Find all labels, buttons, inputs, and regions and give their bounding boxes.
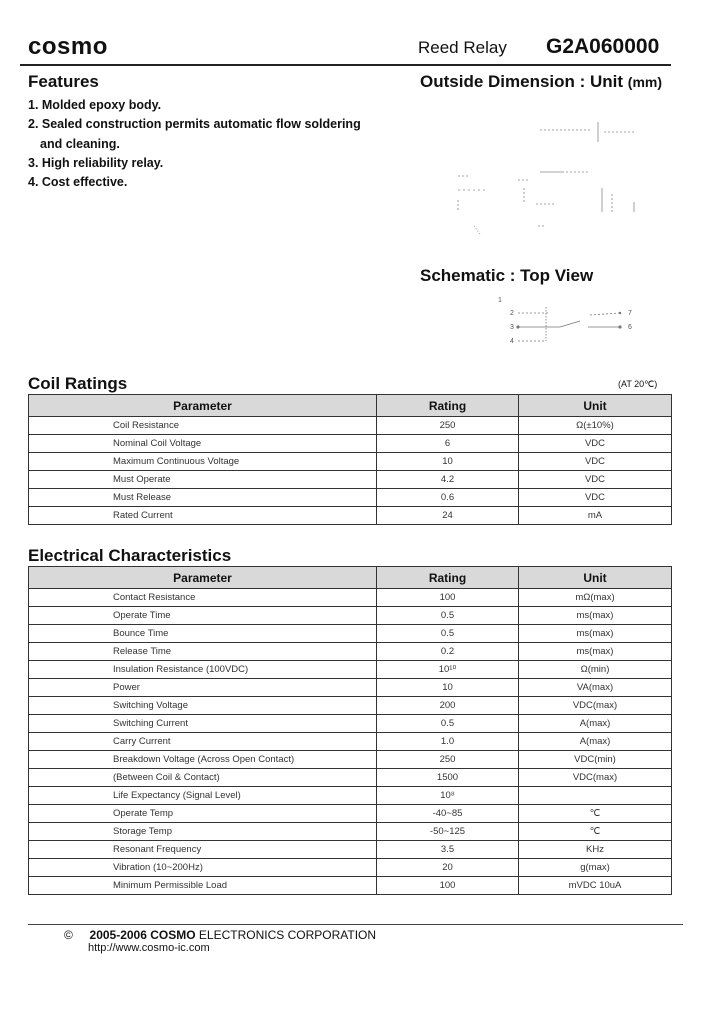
table-row [29, 607, 672, 625]
footer-url: http://www.cosmo-ic.com [88, 942, 210, 954]
column-header-parameter: Parameter [29, 395, 377, 417]
cell-unit: mΩ(max) [519, 589, 672, 607]
schematic-pin-label: 6 [628, 324, 632, 331]
cell-parameter: Bounce Time [29, 625, 377, 643]
table-header-row [29, 395, 672, 417]
cell-parameter: Resonant Frequency [29, 841, 377, 859]
cell-parameter: Contact Resistance [29, 589, 377, 607]
cell-unit: A(max) [519, 715, 672, 733]
table-row [29, 589, 672, 607]
column-header-unit: Unit [519, 567, 672, 589]
cell-parameter: Minimum Permissible Load [29, 877, 377, 895]
coil-ratings-note: (AT 20℃) [618, 379, 658, 389]
schematic-pin-label: 3 [510, 324, 514, 331]
cell-unit: ℃ [519, 823, 672, 841]
cell-rating: 10 [377, 679, 519, 697]
table-row [29, 733, 672, 751]
cell-rating: 3.5 [377, 841, 519, 859]
feature-item: 2. Sealed construction permits automatic flow soldering and cleaning. [28, 117, 361, 151]
features-list [28, 96, 368, 192]
dimension-drawing [440, 108, 670, 248]
cell-rating: 1500 [377, 769, 519, 787]
schematic-title: Schematic : Top View [420, 266, 594, 285]
cell-unit: A(max) [519, 733, 672, 751]
footer-divider [28, 924, 683, 925]
feature-item: 4. Cost effective. [28, 175, 128, 190]
cell-parameter: Maximum Continuous Voltage [29, 453, 377, 471]
cell-rating: 250 [377, 417, 519, 435]
table-row [29, 697, 672, 715]
cell-parameter: Storage Temp [29, 823, 377, 841]
cell-parameter: Operate Temp [29, 805, 377, 823]
cell-parameter: Release Time [29, 643, 377, 661]
header-divider [20, 64, 671, 66]
cell-rating: 0.5 [377, 625, 519, 643]
table-row [29, 859, 672, 877]
cell-rating: 20 [377, 859, 519, 877]
part-number: G2A060000 [546, 35, 660, 58]
cell-parameter: (Between Coil & Contact) [29, 769, 377, 787]
electrical-characteristics-table [28, 566, 672, 895]
table-row [29, 787, 672, 805]
cell-rating: 250 [377, 751, 519, 769]
outside-dimension-unit: (mm) [627, 74, 663, 90]
column-header-unit: Unit [519, 395, 672, 417]
cell-parameter: Operate Time [29, 607, 377, 625]
table-row [29, 715, 672, 733]
cell-rating: 200 [377, 697, 519, 715]
cell-rating: 0.5 [377, 607, 519, 625]
footer-copyright [64, 928, 376, 942]
cell-parameter: Switching Current [29, 715, 377, 733]
cell-rating: 10¹⁰ [377, 661, 519, 679]
cell-parameter: Must Release [29, 489, 377, 507]
cell-unit: ms(max) [519, 643, 672, 661]
table-row [29, 661, 672, 679]
feature-item: 1. Molded epoxy body. [28, 98, 162, 112]
cell-unit: VDC(max) [519, 697, 672, 715]
cell-unit: mVDC 10uA [519, 877, 672, 895]
cell-parameter: Switching Voltage [29, 697, 377, 715]
schematic-pin-label: 7 [628, 310, 632, 317]
cell-unit: g(max) [519, 859, 672, 877]
table-header-row [29, 567, 672, 589]
table-row [29, 489, 672, 507]
feature-item: 3. High reliability relay. [28, 155, 164, 170]
cell-rating: 6 [377, 435, 519, 453]
schematic-drawing [480, 293, 660, 349]
table-row [29, 805, 672, 823]
features-title: Features [28, 72, 99, 91]
table-row [29, 643, 672, 661]
cell-unit: Ω(min) [519, 661, 672, 679]
cell-rating: 10⁸ [377, 787, 519, 805]
copyright-symbol: © [64, 928, 73, 942]
table-row [29, 769, 672, 787]
cell-parameter: Breakdown Voltage (Across Open Contact) [29, 751, 377, 769]
cell-unit: VA(max) [519, 679, 672, 697]
cell-parameter: Rated Current [29, 507, 377, 525]
cell-parameter: Coil Resistance [29, 417, 377, 435]
cell-unit: mA [519, 507, 672, 525]
table-row [29, 877, 672, 895]
cell-parameter: Power [29, 679, 377, 697]
copyright-years: 2005-2006 [89, 928, 147, 942]
table-row [29, 471, 672, 489]
cell-rating: 1.0 [377, 733, 519, 751]
table-row [29, 453, 672, 471]
table-row [29, 435, 672, 453]
coil-ratings-title: Coil Ratings [28, 374, 128, 393]
table-row [29, 417, 672, 435]
cell-rating: -50~125 [377, 823, 519, 841]
cell-rating: 0.5 [377, 715, 519, 733]
cell-rating: -40~85 [377, 805, 519, 823]
brand-logo: cosmo [28, 33, 108, 60]
cell-rating: 0.2 [377, 643, 519, 661]
cell-unit [519, 787, 672, 805]
cell-unit: VDC [519, 471, 672, 489]
table-row [29, 679, 672, 697]
cell-parameter: Nominal Coil Voltage [29, 435, 377, 453]
table-row [29, 625, 672, 643]
outside-dimension-label: Outside Dimension : Unit [420, 72, 624, 91]
cell-rating: 100 [377, 589, 519, 607]
company-name-rest: ELECTRONICS CORPORATION [195, 928, 377, 942]
cell-unit: ms(max) [519, 607, 672, 625]
schematic-pin-label: 1 [498, 297, 502, 304]
column-header-parameter: Parameter [29, 567, 377, 589]
cell-unit: VDC(max) [519, 769, 672, 787]
cell-rating: 4.2 [377, 471, 519, 489]
column-header-rating: Rating [377, 567, 519, 589]
cell-unit: ℃ [519, 805, 672, 823]
cell-parameter: Life Expectancy (Signal Level) [29, 787, 377, 805]
cell-unit: VDC [519, 489, 672, 507]
cell-unit: VDC [519, 453, 672, 471]
column-header-rating: Rating [377, 395, 519, 417]
table-row [29, 823, 672, 841]
cell-rating: 100 [377, 877, 519, 895]
schematic-pin-label: 2 [510, 310, 514, 317]
product-type: Reed Relay [418, 38, 507, 57]
cell-parameter: Must Operate [29, 471, 377, 489]
table-row [29, 751, 672, 769]
cell-rating: 10 [377, 453, 519, 471]
cell-rating: 0.6 [377, 489, 519, 507]
schematic-pin-label: 4 [510, 338, 514, 345]
cell-parameter: Insulation Resistance (100VDC) [29, 661, 377, 679]
table-row [29, 507, 672, 525]
cell-unit: VDC [519, 435, 672, 453]
cell-unit: VDC(min) [519, 751, 672, 769]
cell-rating: 24 [377, 507, 519, 525]
company-name-bold: COSMO [150, 928, 196, 942]
electrical-characteristics-title: Electrical Characteristics [28, 546, 232, 565]
coil-ratings-table [28, 394, 672, 525]
outside-dimension-title [420, 72, 662, 92]
cell-unit: ms(max) [519, 625, 672, 643]
cell-parameter: Carry Current [29, 733, 377, 751]
cell-unit: KHz [519, 841, 672, 859]
cell-parameter: Vibration (10~200Hz) [29, 859, 377, 877]
table-row [29, 841, 672, 859]
cell-unit: Ω(±10%) [519, 417, 672, 435]
